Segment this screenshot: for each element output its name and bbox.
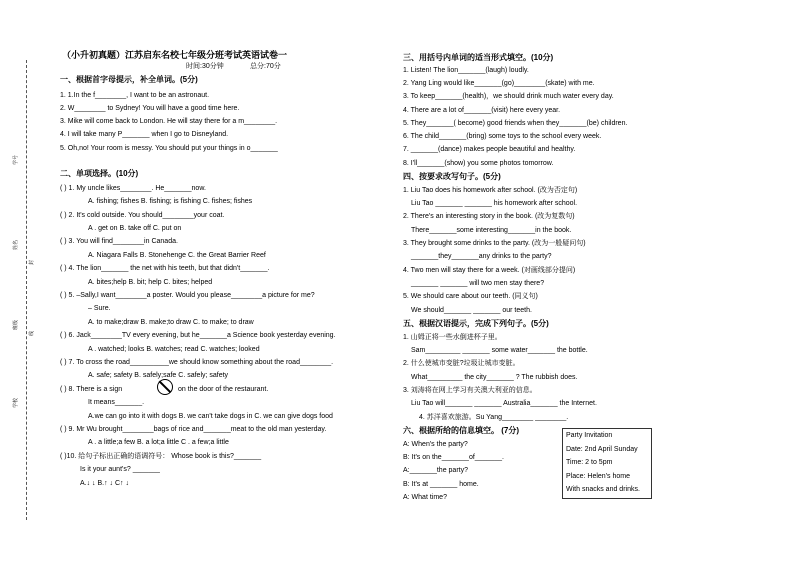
section2-heading: 二、单项选择。(10分): [60, 169, 139, 178]
s2-line: ( ) 1. My uncle likes________. He_______now.: [60, 185, 206, 192]
page-title: （小升初真题）江苏启东名校七年级分班考试英语试卷一: [62, 50, 288, 60]
exam-time: 时间:30分钟: [186, 63, 224, 70]
s4-line: 4. Two men will stay there for a week. (对画线部分提问): [403, 267, 576, 274]
s5-line: Sam_________ _______ some water_______ the bottle.: [411, 347, 588, 354]
s4-line: Liu Tao _______ _______ his homework after school.: [411, 200, 578, 207]
s4-line: 2. There's an interesting story in the book. (改为复数句): [403, 213, 575, 220]
invitation-note: With snacks and drinks.: [566, 486, 640, 493]
s2-line: A . get on B. take off C. put on: [88, 225, 182, 232]
s4-line: _______ _______ will two men stay there?: [411, 280, 545, 287]
section6-heading: 六、根据所给的信息填空。 (7分): [403, 426, 519, 435]
s2-line: ( ) 4. The lion_______ the net with his teeth, but that didn't_______.: [60, 265, 270, 272]
s3-item: 6. The child_______(bring) some toys to the school every week.: [403, 133, 602, 140]
s2-line: ( ) 8. There is a sign: [60, 386, 123, 393]
s3-item: 5. They_______( become) good friends when they_______(be) children.: [403, 120, 628, 127]
section5-heading: 五、根据汉语提示，完成下列句子。(5分): [403, 319, 549, 328]
s2-line: on the door of the restaurant.: [178, 386, 269, 393]
s5-line: Liu Tao will_______ _______ Australia_______ the Internet.: [411, 400, 597, 407]
s2-line: A. bites;help B. bit; help C. bites; helped: [88, 279, 213, 286]
exam-score: 总分:70分: [250, 63, 281, 70]
s1-item: 1. 1.In the f________, I want to be an astronaut.: [60, 92, 210, 99]
s2-line: A. safe; safety B. safely;safe C. safely; safety: [88, 372, 229, 379]
s2-line: A . watched; looks B. watches; read C. watches; looked: [88, 346, 260, 353]
invitation-title: Party Invitation: [566, 432, 613, 439]
s4-line: We should_______ _______ our teeth.: [411, 307, 532, 314]
binding-mark-seal: 封: [29, 259, 35, 265]
s1-item: 3. Mike will come back to London. He will stay there for a m________.: [60, 118, 278, 125]
s2-line: Is it your aunt's? _______: [80, 466, 160, 473]
invitation-place: Place: Helen's home: [566, 472, 630, 480]
s5-line: 3. 刘涛将在网上学习有关澳大利亚的信息。: [403, 387, 537, 394]
invitation-date: Date: 2nd April Sunday: [566, 445, 638, 453]
section4-heading: 四、按要求改写句子。(5分): [403, 172, 501, 181]
no-dogs-sign-icon: [157, 379, 173, 395]
s1-item: 2. W________ to Sydney! You will have a good time here.: [60, 105, 240, 112]
binding-mark-line: 线: [29, 330, 35, 336]
s5-line: 2. 什么使城市变脏?垃圾让城市变脏。: [403, 360, 520, 367]
s2-line: ( )10. 给句子标出正确的语调符号： Whose book is this?_______: [60, 453, 262, 460]
section3-heading: 三、用括号内单词的适当形式填空。(10分): [403, 53, 554, 62]
s2-line: ( ) 7. To cross the road__________we should know something about the road________.: [60, 359, 334, 366]
s2-line: ( ) 6. Jack________TV every evening, but he_______a Science book yesterday evening.: [60, 332, 336, 339]
s3-item: 8. I'll_______(show) you some photos tomorrow.: [403, 160, 554, 167]
invitation-time: Time: 2 to 5pm: [566, 459, 613, 466]
s3-item: 4. There are a lot of_______(visit) here every year.: [403, 107, 561, 114]
s3-item: 7. _______(dance) makes people beautiful and healthy.: [403, 146, 576, 153]
s2-line: A.we can go into it with dogs B. we can't take dogs in C. we can give dogs food: [88, 413, 333, 420]
section1-heading: 一、根据首字母提示，补全单词。(5分): [60, 75, 198, 84]
s2-line: A. to make;draw B. make;to draw C. to make; to draw: [88, 319, 254, 326]
s2-line: A. Niagara Falls B. Stonehenge C. the Great Barrier Reef: [88, 252, 266, 259]
s3-item: 2. Yang Ling would like_______(go)________(skate) with me.: [403, 80, 595, 87]
s5-line: 4. 苏洋喜欢旅游。Su Yang________ ________.: [419, 414, 569, 421]
s4-line: _______they_______any drinks to the party?: [411, 253, 552, 260]
s2-line: ( ) 2. It's cold outside. You should________your coat.: [60, 212, 225, 219]
s3-item: 3. To keep_______(health)，we should drink much water every day.: [403, 93, 614, 100]
s6-line: A: What time?: [403, 494, 447, 501]
s4-line: There_______some interesting_______in the book.: [411, 227, 572, 234]
s2-line: It means_______.: [88, 399, 145, 406]
s4-line: 5. We should care about our teeth. (同义句): [403, 293, 538, 300]
s1-item: 5. Oh,no! Your room is messy. You should put your things in o_______: [60, 145, 278, 152]
s2-line: A.↓ ↓ B.↑ ↓ C↑ ↓: [80, 480, 130, 487]
s3-item: 1. Listen! The lion_______(laugh) loudly.: [403, 67, 529, 74]
s2-line: ( ) 9. Mr Wu brought________bags of rice and_______meat to the old man yesterday.: [60, 426, 327, 433]
s5-line: What_________ the city_______ ? The rubbish does.: [411, 374, 578, 381]
s2-line: ( ) 5. –Sally,I want________a poster. Would you please________a picture for me?: [60, 292, 315, 299]
binding-line: [26, 60, 27, 520]
s2-line: A . a little;a few B. a lot;a little C . a few;a little: [88, 439, 229, 446]
s4-line: 1. Liu Tao does his homework after school. (改为否定句): [403, 187, 578, 194]
s1-item: 4. I will take many P_______ when I go to Disneyland.: [60, 131, 229, 138]
binding-label-student-id: 学号: [13, 154, 19, 165]
s6-line: B: It's at _______ home.: [403, 481, 479, 488]
binding-label-school: 学校: [13, 397, 19, 408]
party-invitation-card: [562, 428, 652, 499]
binding-label-name: 姓名: [13, 239, 19, 250]
s6-line: A:_______the party?: [403, 467, 468, 474]
binding-label-class: 班级: [13, 319, 19, 330]
s5-line: 1. 山姆正将一些水倒进杯子里。: [403, 334, 502, 341]
s2-line: A. fishing; fishes B. fishing; is fishing C. fishes; fishes: [88, 198, 253, 205]
s2-line: ( ) 3. You will find________in Canada.: [60, 238, 178, 245]
s6-line: A: When's the party?: [403, 441, 468, 448]
s6-line: B: It's on the_______of_______.: [403, 454, 504, 461]
s2-line: – Sure.: [88, 305, 111, 312]
s4-line: 3. They brought some drinks to the party. (改为一般疑问句): [403, 240, 586, 247]
